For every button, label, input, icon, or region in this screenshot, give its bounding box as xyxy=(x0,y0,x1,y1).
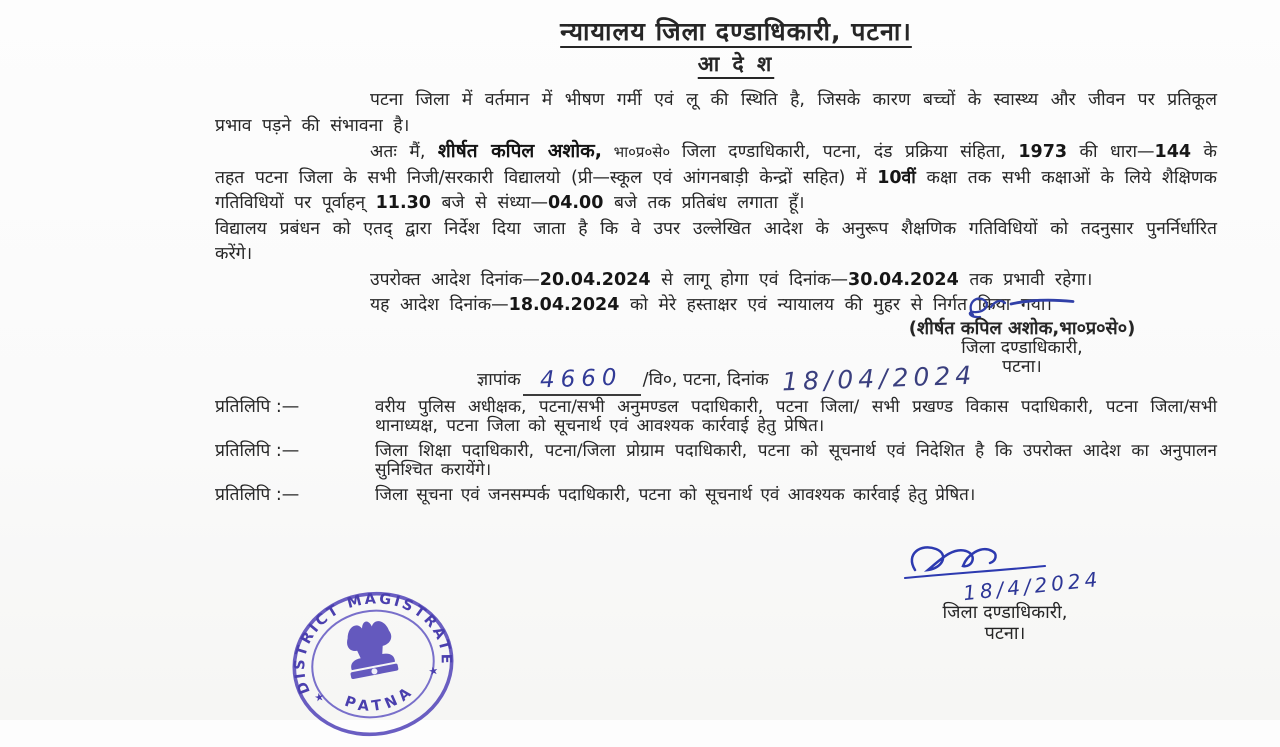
copy-row xyxy=(215,486,1217,506)
para4-date-to: 30.04.2024 xyxy=(848,269,959,290)
para2-section-number: 144 xyxy=(1154,142,1192,162)
memo-number-handwritten: 4660 xyxy=(539,364,624,393)
copy-label: प्रतिलिपि :— xyxy=(215,484,300,505)
para2-body2: की धारा— xyxy=(1067,142,1155,162)
paragraph-3 xyxy=(215,217,1217,268)
stamp-star-right: ★ xyxy=(427,663,440,679)
signatory2-designation: जिला दण्डाधिकारी, xyxy=(942,601,1068,623)
para2-year: 1973 xyxy=(1018,142,1068,162)
copy-row xyxy=(215,398,1217,437)
scanned-order-document xyxy=(215,16,1217,716)
paragraph-2 xyxy=(215,139,1217,217)
memo-label: ज्ञापांक xyxy=(477,369,521,390)
copy-row xyxy=(215,442,1217,481)
para4-lead: उपरोक्त आदेश दिनांक— xyxy=(370,269,540,290)
stamp-top-text: DISTRICT MAGISTRATE xyxy=(291,591,454,697)
para5-lead: यह आदेश दिनांक— xyxy=(370,295,509,315)
ashoka-emblem-icon xyxy=(341,617,398,679)
para2-time-to: 04.00 xyxy=(548,193,604,213)
district-magistrate-stamp xyxy=(285,586,461,747)
court-title xyxy=(215,16,1217,48)
memo-suffix: /वि०, पटना, दिनांक xyxy=(642,369,769,390)
para4-mid: से लागू होगा एवं दिनांक— xyxy=(650,269,849,290)
para4-date-from: 20.04.2024 xyxy=(539,269,651,290)
para2-body1: जिला दण्डाधिकारी, पटना, दंड प्रक्रिया संहिता, xyxy=(681,142,1019,162)
copy-label: प्रतिलिपि :— xyxy=(215,396,300,417)
stamp-star-left: ★ xyxy=(313,690,326,705)
order-heading-text: आ दे श xyxy=(697,52,775,76)
court-title-text: न्यायालय जिला दण्डाधिकारी, पटना। xyxy=(560,17,912,46)
para4-tail: तक प्रभावी रहेगा। xyxy=(958,269,1093,290)
signatory-designation: जिला दण्डाधिकारी, xyxy=(961,337,1083,358)
para2-body5: बजे से संध्या— xyxy=(430,193,549,213)
copy-distribution-list xyxy=(215,398,1217,506)
signatory2-place: पटना। xyxy=(984,622,1026,644)
paragraph-4 xyxy=(215,268,1217,294)
para2-time-from: 11.30 xyxy=(375,193,431,213)
signatory-place: पटना। xyxy=(1002,356,1042,377)
para2-body3: के तहत पटना जिला के सभी निजी/सरकारी विद्यालयो (प्री—स्कूल एवं आंगनबाड़ी केन्द्रों सहित) में xyxy=(215,142,1217,188)
copy-text: जिला सूचना एवं जनसम्पर्क पदाधिकारी, पटना को सूचनार्थ एवं आवश्यक कार्रवाई हेतु प्रेषित। xyxy=(375,484,976,505)
para2-service-abbr: भा०प्र०से० xyxy=(601,143,682,161)
copy-text: वरीय पुलिस अधीक्षक, पटना/सभी अनुमण्डल पदाधिकारी, पटना जिला/ सभी प्रखण्ड विकास पदाधिकारी, पटना जिला/सभी थानाध्यक्ष, पटना जिला को सूचनार्थ एवं आवश्यक कार्रवाई हेतु प्रेषित। xyxy=(375,396,1217,436)
memo-number-line xyxy=(477,360,1217,396)
para5-tail: को मेरे हस्ताक्षर एवं न्यायालय की मुहर से निर्गत किया गया। xyxy=(619,295,1053,315)
para2-body6: बजे तक प्रतिबंध लगाता हूँ। xyxy=(603,193,805,213)
signatory-name: (शीर्षत कपिल अशोक,भा०प्र०से०) xyxy=(908,317,1136,339)
copy-label: प्रतिलिपि :— xyxy=(215,440,300,461)
copy-text: जिला शिक्षा पदाधिकारी, पटना/जिला प्रोग्राम पदाधिकारी, पटना को सूचनार्थ एवं निदेशित है कि उपरोक्त आदेश का अनुपालन सुनिश्चित करायेंगे। xyxy=(375,440,1217,480)
para2-magistrate-name: शीर्षत कपिल अशोक, xyxy=(437,140,602,162)
order-heading xyxy=(215,49,1217,79)
para2-class: 10वीं xyxy=(877,167,916,188)
signature-block-secondary xyxy=(855,536,1155,644)
para2-body4: कक्षा तक सभी कक्षाओं के लिये शैक्षिणक गतिविधियों पर पूर्वाहन् xyxy=(215,167,1217,213)
paragraph-1 xyxy=(215,88,1217,139)
paragraph-1-text: पटना जिला में वर्तमान में भीषण गर्मी एवं लू की स्थिति है, जिसके कारण बच्चों के स्वास्थ्य और जीवन पर प्रतिकूल प्रभाव पड़ने की संभावना है। xyxy=(215,90,1217,136)
round-seal-icon xyxy=(285,586,461,738)
memo-date-handwritten: 18/04/2024 xyxy=(781,360,977,396)
paragraph-3-text: विद्यालय प्रबंधन को एतद् द्वारा निर्देश दिया जाता है कि वे उपर उल्लेखित आदेश के अनुरूप शैक्षणिक गतिविधियों को तदनुसार पुनर्निर्धारित करेंगे। xyxy=(215,218,1217,264)
para2-lead: अतः मैं, xyxy=(370,142,438,162)
stamp-bottom-text: PATNA xyxy=(342,682,419,716)
signature-date-handwritten: 18/4/2024 xyxy=(962,566,1103,606)
para5-issue-date: 18.04.2024 xyxy=(508,295,620,315)
memo-number-blank xyxy=(523,365,641,396)
